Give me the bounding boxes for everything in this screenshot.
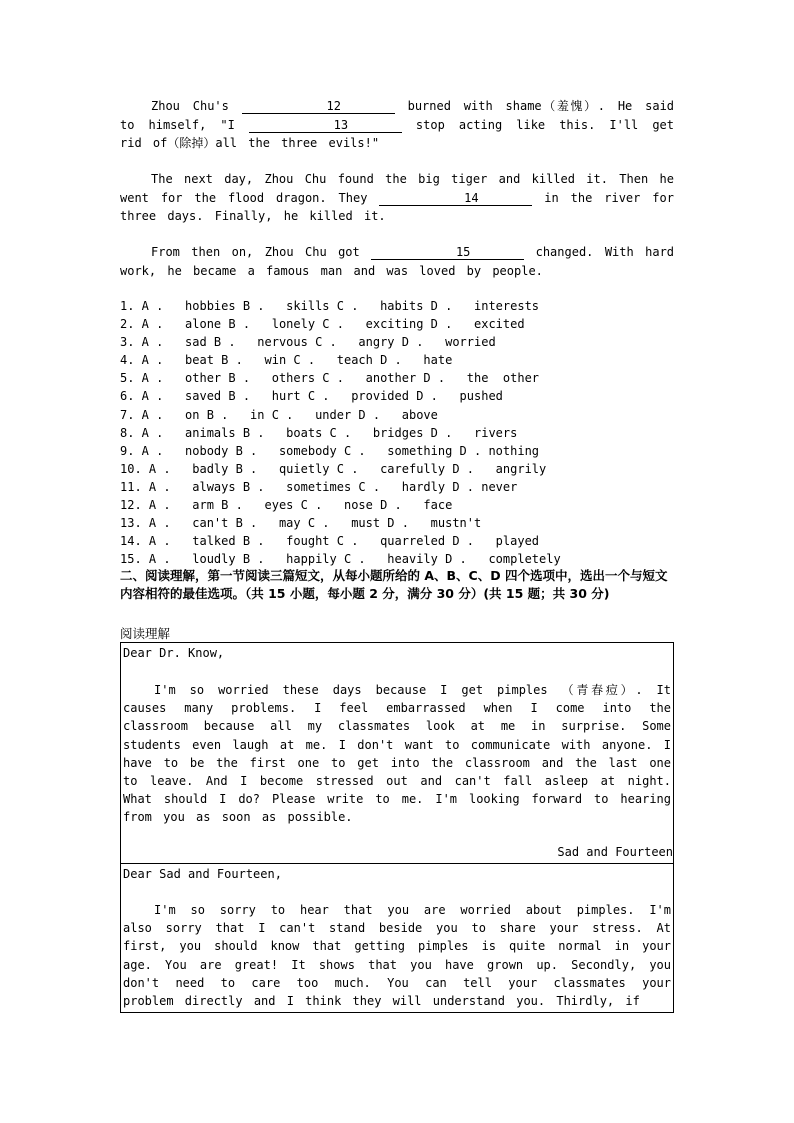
question-row: 14. A . talked B . fought C . quarreled D . played: [120, 534, 540, 549]
letter-1-signature: Sad and Fourteen: [557, 845, 673, 859]
answer-blank-14: [379, 191, 532, 206]
question-row: 2. A . alone B . lonely C . exciting D . excited: [120, 317, 525, 332]
question-row: 7. A . on B . in C . under D . above: [120, 407, 438, 422]
section-subheading: 阅读理解: [120, 626, 171, 641]
text-fragment: stop acting like this. I'll get rid of（除掉）all the three evils!": [120, 117, 674, 150]
story-paragraph-2: [120, 170, 674, 226]
question-row: 4. A . beat B . win C . teach D . hate: [120, 353, 453, 368]
question-row: 9. A . nobody B . somebody C . something D . nothing: [120, 443, 540, 458]
letter-2-body: I'm so sorry to hear that you are worried about pimples. I'm also sorry that I can't stand beside you to share your stress. At first, you should know that getting pimples is quite normal in your age. You are great! It shows that you have grown up. Secondly, you don't need to care too much. You can tell your classmates your problem directly and I think they will understand you. Thirdly, if: [123, 903, 671, 1009]
letter-1-body: I'm so worried these days because I get pimples （青春痘）. It causes many problems. I feel embarrassed when I come into the classroom because all my classmates look at me in surprise. Some students even laugh at me. I don't want to communicate with anyone. I have to be the first one to get into the classroom and the last one to leave. And I become stressed out and can't fall asleep at night. What should I do? Please write to me. I'm looking forward to hearing from you as soon as possible.: [123, 683, 671, 825]
question-row: 15. A . loudly B . happily C . heavily D . completely: [120, 552, 561, 567]
text-fragment: in the river for three days. Finally, he killed it.: [120, 190, 674, 223]
question-row: 13. A . can't B . may C . must D . mustn't: [120, 516, 482, 531]
letter-box-1: [120, 642, 674, 864]
question-row: 8. A . animals B . boats C . bridges D . rivers: [120, 425, 518, 440]
blank-number: 15: [455, 245, 471, 259]
blank-number: 14: [464, 190, 479, 205]
question-row: 1. A . hobbies B . skills C . habits D . interests: [120, 299, 540, 313]
story-paragraph-1: [120, 97, 674, 153]
text-fragment: Zhou Chu's: [151, 99, 229, 113]
answer-blank-13: [249, 118, 402, 133]
question-row: 10. A . badly B . quietly C . carefully D . angrily: [120, 461, 547, 476]
letter-1-greeting: Dear Dr. Know,: [123, 646, 225, 660]
question-row: 6. A . saved B . hurt C . provided D . pushed: [120, 389, 503, 404]
text-fragment: burned with shame（羞愧）. He said to himself, "I: [120, 99, 675, 132]
story-paragraph-3: [120, 243, 674, 280]
answer-blank-15: [371, 245, 524, 260]
question-row: 3. A . sad B . nervous C . angry D . worried: [120, 335, 496, 350]
question-row: 12. A . arm B . eyes C . nose D . face: [120, 498, 453, 513]
question-options-list: [120, 297, 674, 568]
question-row: 11. A . always B . sometimes C . hardly D . never: [120, 479, 518, 494]
question-row: 5. A . other B . others C . another D . the other: [120, 371, 540, 386]
letter-box-2: [120, 863, 674, 1013]
letter-2-greeting: Dear Sad and Fourteen,: [123, 867, 282, 881]
text-fragment: changed. With hard work, he became a famous man and was loved by people.: [120, 245, 675, 278]
blank-number: 13: [333, 117, 349, 132]
blank-number: 12: [326, 99, 341, 113]
text-fragment: The next day, Zhou Chu found the big tiger and killed it. Then he went for the flood dragon. They: [120, 172, 674, 205]
section-heading: 二、阅读理解，第一节阅读三篇短文，从每小题所给的 A、B、C、D 四个选项中，选出一个与短文内容相符的最佳选项。（共 15 小题，每小题 2 分，满分 30 分）(共 15 题；共 30 分): [120, 568, 668, 602]
answer-blank-12: [242, 99, 395, 114]
text-fragment: From then on, Zhou Chu got: [151, 245, 360, 259]
